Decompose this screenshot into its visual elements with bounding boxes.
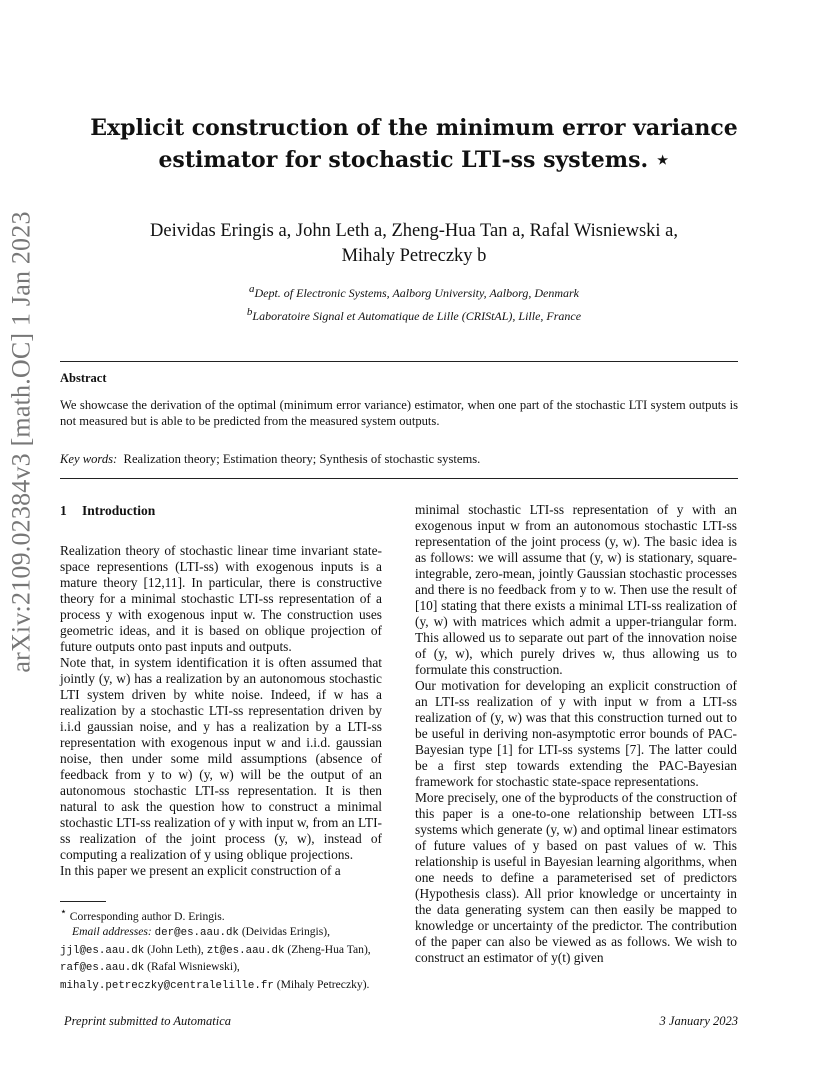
arxiv-identifier <box>4 211 40 673</box>
email-link[interactable]: der@es.aau.dk <box>154 927 239 940</box>
footnote-corresponding <box>60 905 390 924</box>
footnote-star: ⋆ <box>60 906 67 918</box>
title-line-1: Explicit construction of the minimum error variance <box>90 115 738 141</box>
affiliation-b <box>60 306 768 324</box>
paragraph: In this paper we present an explicit construction of a <box>60 863 341 878</box>
email-owner: (Zheng-Hua Tan), <box>287 942 371 956</box>
email-link[interactable]: raf@es.aau.dk <box>60 962 145 975</box>
title-line-2: estimator for stochastic LTI-ss systems. ⋆ <box>158 147 670 173</box>
keywords-label: Key words: <box>60 452 118 466</box>
paragraph: Note that, in system identification it is often assumed that jointly (y, w) has a realization by an autonomous stochastic LTI system driven by white noise. Indeed, if w has a realization by a stochastic LTI-ss representation driven by i.i.d gaussian noise, and y has a realization by a LTI-ss representation with exogenous input w and i.i.d. gaussian noise, then under some mild assumptions (absence of feedback from y to w) (y, w) will be the output of an autonomous stochastic LTI-ss representation. It is then natural to ask the question how to construct a minimal stochastic LTI-ss realization of y with input w, from an LTI-ss realization of the joint process (y, w), instead of computing a realization of y using oblique projections. <box>60 655 382 862</box>
arxiv-id-text: arXiv:2109.02384v3 [math.OC] 1 Jan 2023 <box>7 211 36 673</box>
footnote-emails <box>60 924 390 994</box>
corresponding-author: Corresponding author D. Eringis. <box>69 909 225 923</box>
footer-date: 3 January 2023 <box>659 1014 738 1028</box>
section-title: Introduction <box>82 503 156 518</box>
abstract-heading: Abstract <box>60 371 107 385</box>
affiliation-a <box>60 283 768 301</box>
authors-line-1: Deividas Eringis a, John Leth a, Zheng-Hua Tan a, Rafal Wisniewski a, <box>150 221 678 241</box>
authors-line-2: Mihaly Petreczky b <box>341 246 487 266</box>
email-link[interactable]: zt@es.aau.dk <box>206 944 285 957</box>
section-number: 1 <box>60 503 67 518</box>
paragraph: More precisely, one of the byproducts of the construction of this paper is a one-to-one relationship between LTI-ss systems which generate (y, w) and optimal linear estimators of future values of y based on past values of w. This relationship is useful in Bayesian learning algorithms, when one needs to define a parameterised set of predictors (Hypothesis class). All prior knowledge or uncertainty in the data generating system can then easily be mapped to knowledge or uncertainty of the predictor. The contribution of the paper can also be viewed as as follows. We wish to construct an estimator of y(t) given <box>415 790 737 965</box>
paragraph: Realization theory of stochastic linear time invariant state-space representions (LTI-ss) with exogenous inputs is a mature theory [12,11]. In particular, there is constructive theory for a minimal stochastic LTI-ss representation of a process y with exogenous input w. The construction uses geometric ideas, and it is based on oblique projection of future outputs onto past inputs and outputs. <box>60 543 382 654</box>
affiliation-a-text: Dept. of Electronic Systems, Aalborg University, Aalborg, Denmark <box>254 286 579 300</box>
abstract-top-rule <box>60 361 738 362</box>
abstract-bottom-rule <box>60 478 738 479</box>
paragraph: minimal stochastic LTI-ss representation of y with an exogenous input w from an autonomous stochastic LTI-ss representation of the joint process (y, w). The basic idea is as follows: we will assume that (y, w) is stationary, square-integrable, zero-mean, jointly Gaussian stochastic processes and there is no feedback from y to w. Then use the result of [10] stating that there exists a minimal LTI-ss realization of (y, w) with matrices which admit a upper-triangular form. This allowed us to separate out part of the innovation noise of (y, w), which purely drives w, thus allowing us to formulate this construction. <box>415 502 737 677</box>
email-owner: (Deividas Eringis), <box>241 925 331 939</box>
affiliation-b-mark: b <box>246 306 253 318</box>
author-list <box>60 219 768 269</box>
keywords <box>60 452 738 467</box>
email-owner: (Mihaly Petreczky). <box>276 977 370 991</box>
paper-title <box>60 112 768 176</box>
abstract-text: We showcase the derivation of the optimal (minimum error variance) estimator, when one part of the stochastic LTI system outputs is not measured but is able to be predicted from the measured system outputs. <box>60 398 738 428</box>
footnotes <box>60 905 390 994</box>
affiliation-b-text: Laboratoire Signal et Automatique de Lille (CRIStAL), Lille, France <box>252 309 582 323</box>
footer-preprint-note: Preprint submitted to Automatica <box>64 1014 232 1028</box>
left-column <box>60 543 382 879</box>
keywords-text: Realization theory; Estimation theory; Synthesis of stochastic systems. <box>123 452 481 466</box>
email-owner: (John Leth), <box>147 942 204 956</box>
footnote-rule <box>60 901 106 902</box>
right-column <box>415 502 737 966</box>
email-label: Email addresses: <box>72 925 152 939</box>
email-owner: (Rafal Wisniewski), <box>147 960 240 974</box>
affiliation-a-mark: a <box>248 283 255 295</box>
email-link[interactable]: mihaly.petreczky@centralelille.fr <box>60 979 274 992</box>
paragraph: Our motivation for developing an explicit construction of an LTI-ss realization of y with input w from a LTI-ss realization of (y, w) was that this construction turned out to be useful in deriving non-asymptotic error bounds of PAC-Bayesian type [1] for LTI-ss systems [7]. The latter could be a first step towards extending the PAC-Bayesian framework for stochastic state-space representations. <box>415 678 737 789</box>
section-heading <box>60 503 155 519</box>
email-link[interactable]: jjl@es.aau.dk <box>60 944 145 957</box>
